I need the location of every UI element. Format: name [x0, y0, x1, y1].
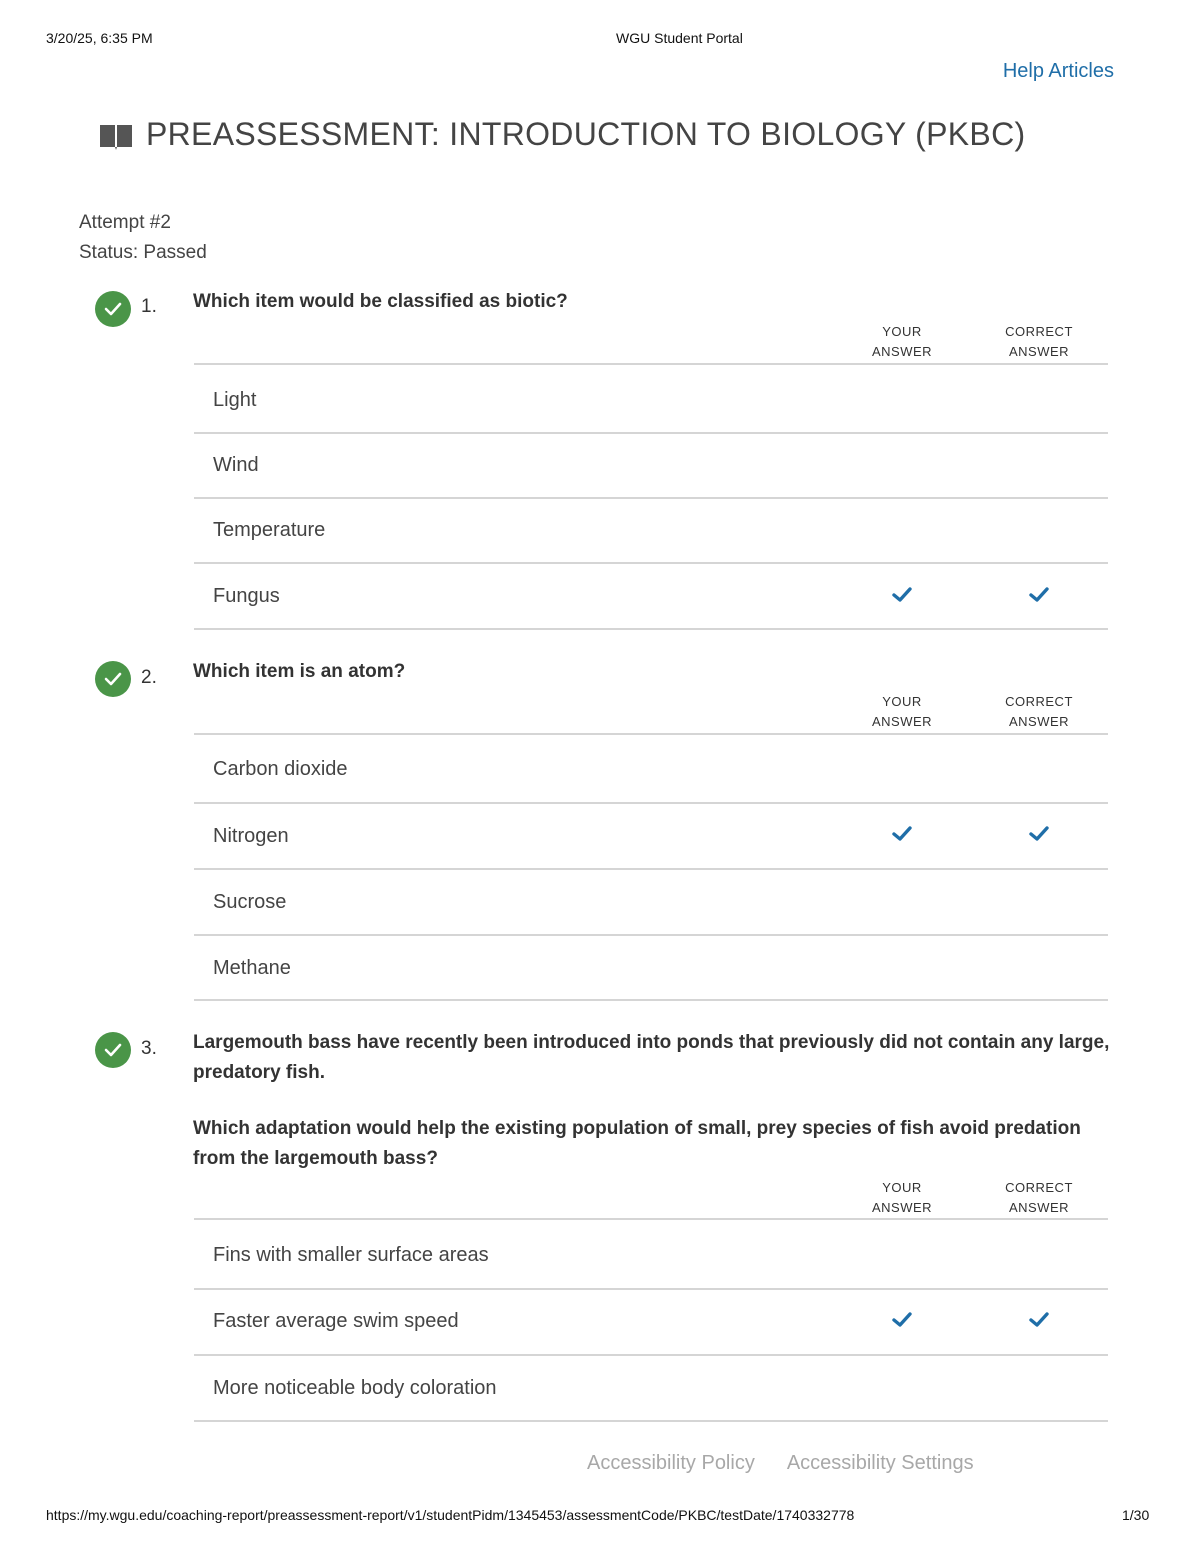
question-number: 2.: [141, 667, 157, 688]
accessibility-settings-link[interactable]: Accessibility Settings: [786, 1452, 974, 1474]
divider: [194, 497, 1108, 499]
divider: [194, 868, 1108, 870]
divider: [194, 562, 1108, 564]
your-answer-check-icon: [891, 586, 913, 604]
accessibility-policy-link[interactable]: Accessibility Policy: [587, 1452, 755, 1474]
question-text-followup: Which adaptation would help the existing population of small, prey species of fish avoid predation from the largemouth bass?: [193, 1118, 1081, 1169]
option-label: Wind: [213, 454, 259, 476]
divider: [194, 1354, 1108, 1356]
option-label: Carbon dioxide: [213, 758, 348, 780]
option-label: Methane: [213, 957, 291, 979]
divider: [194, 802, 1108, 804]
divider: [194, 934, 1108, 936]
help-articles-link[interactable]: Help Articles: [1002, 60, 1114, 82]
option-label: Temperature: [213, 519, 326, 541]
correct-answer-check-icon: [1028, 1311, 1050, 1329]
divider: [194, 363, 1108, 365]
divider: [194, 432, 1108, 434]
check-icon: [103, 671, 123, 687]
correct-answer-check-icon: [1028, 586, 1050, 604]
divider: [194, 1420, 1108, 1422]
print-url: https://my.wgu.edu/coaching-report/preassessment-report/v1/studentPidm/1345453/assessmentCode/PKBC/testDate/1740332778: [46, 1507, 855, 1523]
correct-answer-header: CORRECT ANSWER: [1005, 694, 1073, 729]
your-answer-header: YOUR ANSWER: [871, 694, 933, 729]
print-datetime: 3/20/25, 6:35 PM: [46, 30, 153, 46]
divider: [194, 628, 1108, 630]
option-label: Fungus: [213, 585, 280, 607]
your-answer-check-icon: [891, 825, 913, 843]
page-header: [98, 116, 1025, 153]
your-answer-header: YOUR ANSWER: [871, 324, 933, 359]
divider: [194, 1218, 1108, 1220]
option-label: Nitrogen: [213, 825, 289, 847]
your-answer-header: YOUR ANSWER: [871, 1180, 933, 1215]
attempt-status: Status: Passed: [79, 242, 207, 263]
option-label: Fins with smaller surface areas: [213, 1244, 489, 1266]
question-text: Which item would be classified as biotic?: [193, 291, 568, 312]
divider: [194, 733, 1108, 735]
attempt-info: [79, 208, 207, 268]
option-label: More noticeable body coloration: [213, 1377, 497, 1399]
book-icon: [98, 120, 134, 150]
check-icon: [103, 1042, 123, 1058]
correct-badge: [95, 661, 131, 697]
divider: [194, 999, 1108, 1001]
print-page-number: 1/30: [1122, 1507, 1150, 1523]
correct-answer-header: CORRECT ANSWER: [1005, 1180, 1073, 1215]
question-number: 3.: [141, 1038, 157, 1059]
option-label: Sucrose: [213, 891, 287, 913]
question-number: 1.: [141, 296, 157, 317]
question-text: Which item is an atom?: [193, 661, 406, 682]
your-answer-check-icon: [891, 1311, 913, 1329]
question-text: Largemouth bass have recently been introduced into ponds that previously did not contain any large, predatory fish.: [193, 1032, 1110, 1083]
attempt-number: Attempt #2: [79, 212, 171, 233]
check-icon: [103, 301, 123, 317]
correct-answer-header: CORRECT ANSWER: [1005, 324, 1073, 359]
option-label: Light: [213, 389, 257, 411]
divider: [194, 1288, 1108, 1290]
correct-badge: [95, 1032, 131, 1068]
option-label: Faster average swim speed: [213, 1310, 459, 1332]
footer-links: [587, 1452, 974, 1475]
page-title: PREASSESSMENT: INTRODUCTION TO BIOLOGY (PKBC): [146, 116, 1026, 152]
print-site-title: WGU Student Portal: [616, 30, 743, 46]
correct-badge: [95, 291, 131, 327]
correct-answer-check-icon: [1028, 825, 1050, 843]
